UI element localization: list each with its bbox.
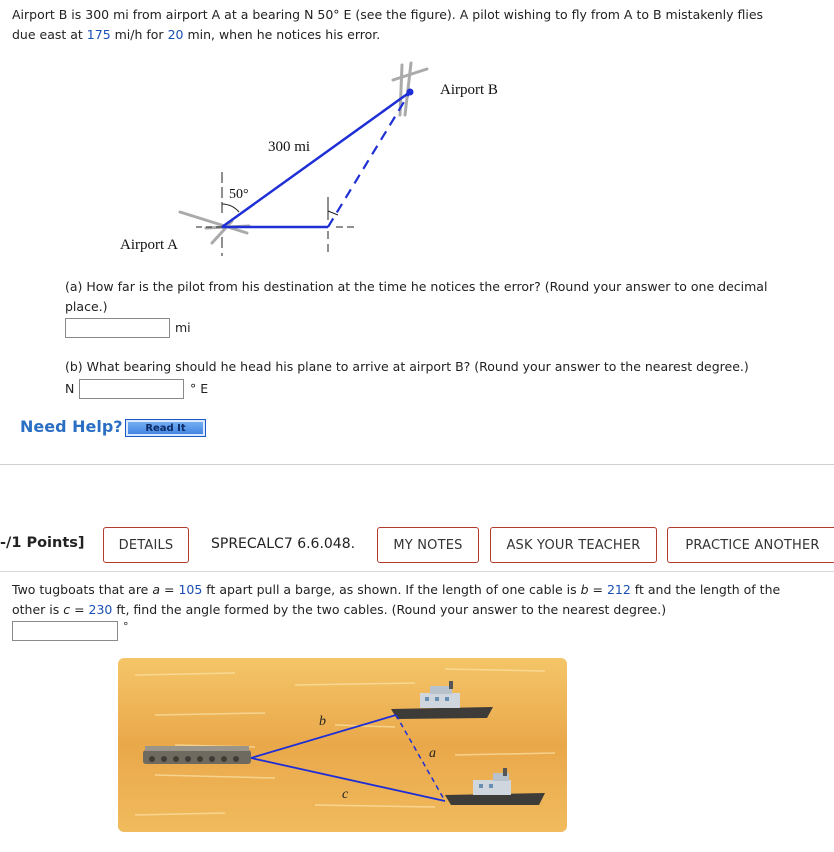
label-b: b [319,714,326,729]
my-notes-button[interactable]: MY NOTES [377,527,479,563]
eq-b: = [588,582,607,597]
p2-text2: ft apart pull a barge, as shown. If the length of one cable is [202,582,581,597]
part-a-input[interactable] [65,318,170,338]
practice-another-button[interactable]: PRACTICE ANOTHER [667,527,834,563]
points-label: -/1 Points] [0,535,85,551]
airport-a-label: Airport A [120,237,178,253]
p2-text4: other is [12,602,64,617]
part-b-question: (b) What bearing should he head his plane to arrive at airport B? (Round your answer to the nearest degree.) [65,359,749,374]
tugboat-figure [115,655,570,835]
problem1-intro [12,5,827,45]
airport-b-label: Airport B [440,82,498,98]
airport-figure [0,55,834,270]
intro-suffix: min, when he notices his error. [183,27,381,42]
eq-a: = [160,582,179,597]
intro-line1: Airport B is 300 mi from airport A at a bearing N 50° E (see the figure). A pilot wishing to fly from A to B mistakenly flies [12,7,764,22]
problem2-text [12,580,832,620]
eq-c: = [70,602,89,617]
label-c: c [342,787,349,802]
var-b: b [580,582,589,597]
section-divider [0,464,834,465]
part-b-suffix: ° E [190,381,209,396]
problem2-line2 [12,600,832,620]
b-value: 212 [606,582,631,597]
part-b-input[interactable] [79,379,184,399]
p2-text1: Two tugboats that are [12,582,153,597]
distance-label: 300 mi [268,139,311,155]
part-a-unit: mi [175,320,191,335]
var-a: a [152,582,161,597]
details-button[interactable]: DETAILS [103,527,189,563]
header-divider [0,571,834,572]
route-correction [328,92,410,227]
intro-prefix: due east at [12,27,87,42]
p2-text5: ft, find the angle formed by the two cables. (Round your answer to the nearest degree.) [112,602,667,617]
part-b-prefix: N [65,381,75,396]
degree-symbol: ° [123,620,129,633]
a-value: 105 [178,582,203,597]
speed-value: 175 [86,27,111,42]
angle-label: 50° [229,187,249,202]
part-a-line1: (a) How far is the pilot from his destination at the time he notices the error? (Round your answer to one decimal [65,279,768,294]
var-c: c [63,602,71,617]
ask-teacher-button[interactable]: ASK YOUR TEACHER [490,527,657,563]
intro-line2 [12,25,827,45]
c-value: 230 [88,602,113,617]
angle-input[interactable] [12,621,118,641]
label-a: a [429,746,436,761]
intro-mid: mi/h for [110,27,168,42]
airport-b-point [407,89,414,96]
angle-arc [222,204,239,212]
read-it-button[interactable]: Read It [125,419,206,437]
p2-text3: ft and the length of the [630,582,781,597]
barge [143,746,251,764]
problem2-line1 [12,580,832,600]
minutes-value: 20 [167,27,184,42]
problem-code: SPRECALC7 6.6.048. [211,536,356,552]
part-a-line2: place.) [65,299,108,314]
need-help-label: Need Help? [20,417,123,436]
route-a-to-b [222,92,410,227]
part-a-question [65,277,825,317]
turn-point-axes [328,197,358,256]
